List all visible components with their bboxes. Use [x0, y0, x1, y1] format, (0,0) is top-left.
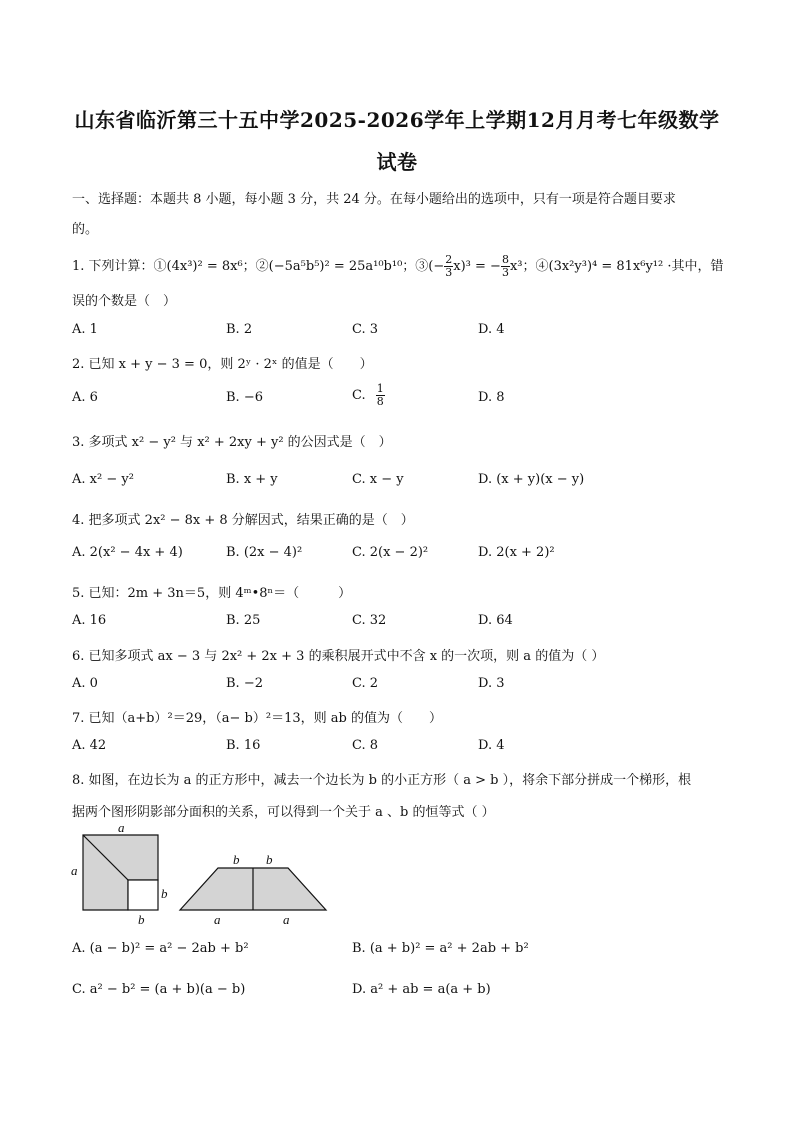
q1-stem-line1 [72, 254, 724, 279]
label-trap-top-b2: b [266, 852, 273, 867]
q4-option-c: C. 2(x − 2)² [352, 545, 429, 560]
q5-stem: 5. 已知：2m + 3n＝5，则 4ᵐ•8ⁿ＝（ ） [72, 586, 352, 601]
exam-title-line2: 试卷 [376, 150, 418, 174]
q3-option-b: B. x + y [226, 472, 278, 487]
q3-stem: 3. 多项式 x² − y² 与 x² + 2xy + y² 的公因式是（ ） [72, 435, 392, 450]
q2-option-c-label: C. [352, 388, 366, 403]
q1-option-b: B. 2 [226, 322, 253, 337]
q7-stem: 7. 已知（a+b）²＝29，（a− b）²＝13，则 ab 的值为（ ） [72, 711, 442, 726]
q5-option-c: C. 32 [352, 613, 387, 628]
q4-stem: 4. 把多项式 2x² − 8x + 8 分解因式，结果正确的是（ ） [72, 513, 414, 528]
q1-stem-part1: 1. 下列计算：①(4x³)² = 8x⁶；②(−5a⁵b⁵)² = 25a¹⁰b¹⁰；③(− [72, 259, 445, 274]
q8-option-d: D. a² + ab = a(a + b) [352, 982, 491, 997]
q6-option-c: C. 2 [352, 676, 379, 691]
q2-option-c-fraction [376, 383, 385, 408]
q8-stem-line1: 8. 如图，在边长为 a 的正方形中，减去一个边长为 b 的小正方形（ a > b ），将余下部分拼成一个梯形，根 [72, 773, 692, 788]
q2-stem: 2. 已知 x + y − 3 = 0，则 2ʸ · 2ˣ 的值是（ ） [72, 357, 373, 372]
q3-option-d: D. (x + y)(x − y) [478, 472, 585, 487]
q6-option-a: A. 0 [72, 676, 98, 691]
q2-optc-num: 1 [376, 382, 384, 395]
q5-option-b: B. 25 [226, 613, 261, 628]
q4-option-a: A. 2(x² − 4x + 4) [72, 545, 183, 560]
q1-frac2-num: 8 [501, 253, 509, 266]
q7-option-a: A. 42 [72, 738, 107, 753]
section-intro-line1: 一、选择题：本题共 8 小题，每小题 3 分，共 24 分。在每小题给出的选项中，只有一项是符合题目要求 [72, 192, 676, 207]
label-right-b: b [161, 886, 168, 901]
label-bottom-b: b [138, 912, 145, 927]
label-left-a: a [71, 863, 78, 878]
q8-option-b: B. (a + b)² = a² + 2ab + b² [352, 941, 529, 956]
q1-option-d: D. 4 [478, 322, 505, 337]
q8-option-c: C. a² − b² = (a + b)(a − b) [72, 982, 246, 997]
q7-option-c: C. 8 [352, 738, 379, 753]
q6-option-b: B. −2 [226, 676, 263, 691]
label-top-a: a [118, 820, 125, 835]
q8-stem-line2: 据两个图形阴影部分面积的关系，可以得到一个关于 a 、b 的恒等式（ ） [72, 805, 495, 820]
q1-fraction-2 [501, 254, 510, 279]
q1-option-c: C. 3 [352, 322, 379, 337]
q3-option-a: A. x² − y² [72, 472, 134, 487]
q7-option-d: D. 4 [478, 738, 505, 753]
q4-option-b: B. (2x − 4)² [226, 545, 303, 560]
q4-option-d: D. 2(x + 2)² [478, 545, 555, 560]
q7-option-b: B. 16 [226, 738, 261, 753]
q1-stem-part3: x³；④(3x²y³)⁴ = 81x⁶y¹² ·其中，错 [509, 259, 724, 274]
q5-option-d: D. 64 [478, 613, 513, 628]
q1-frac1-num: 2 [445, 253, 453, 266]
label-trap-bottom-a2: a [283, 912, 290, 927]
q6-option-d: D. 3 [478, 676, 505, 691]
q1-stem-line2: 误的个数是（ ） [72, 294, 177, 309]
q1-frac2-den: 3 [501, 266, 509, 279]
q1-frac1-den: 3 [445, 266, 453, 279]
q1-stem-part2: x)³ = − [453, 259, 501, 274]
q8-figure [68, 820, 338, 930]
section-intro-line2: 的。 [72, 222, 99, 237]
q2-option-c [352, 383, 385, 408]
q8-option-a: A. (a − b)² = a² − 2ab + b² [72, 941, 249, 956]
q3-option-c: C. x − y [352, 472, 404, 487]
small-square-cutout [128, 880, 158, 910]
exam-title-line1: 山东省临沂第三十五中学2025-2026学年上学期12月月考七年级数学 [74, 108, 720, 132]
q2-optc-den: 8 [376, 395, 384, 408]
q1-option-a: A. 1 [72, 322, 98, 337]
q2-option-b: B. −6 [226, 390, 263, 405]
q2-option-d: D. 8 [478, 390, 505, 405]
label-trap-bottom-a1: a [214, 912, 221, 927]
q6-stem: 6. 已知多项式 ax − 3 与 2x² + 2x + 3 的乘积展开式中不含 x 的一次项，则 a 的值为（ ） [72, 649, 605, 664]
label-trap-top-b1: b [233, 852, 240, 867]
q5-option-a: A. 16 [72, 613, 107, 628]
q1-fraction-1 [444, 254, 453, 279]
q2-option-a: A. 6 [72, 390, 98, 405]
